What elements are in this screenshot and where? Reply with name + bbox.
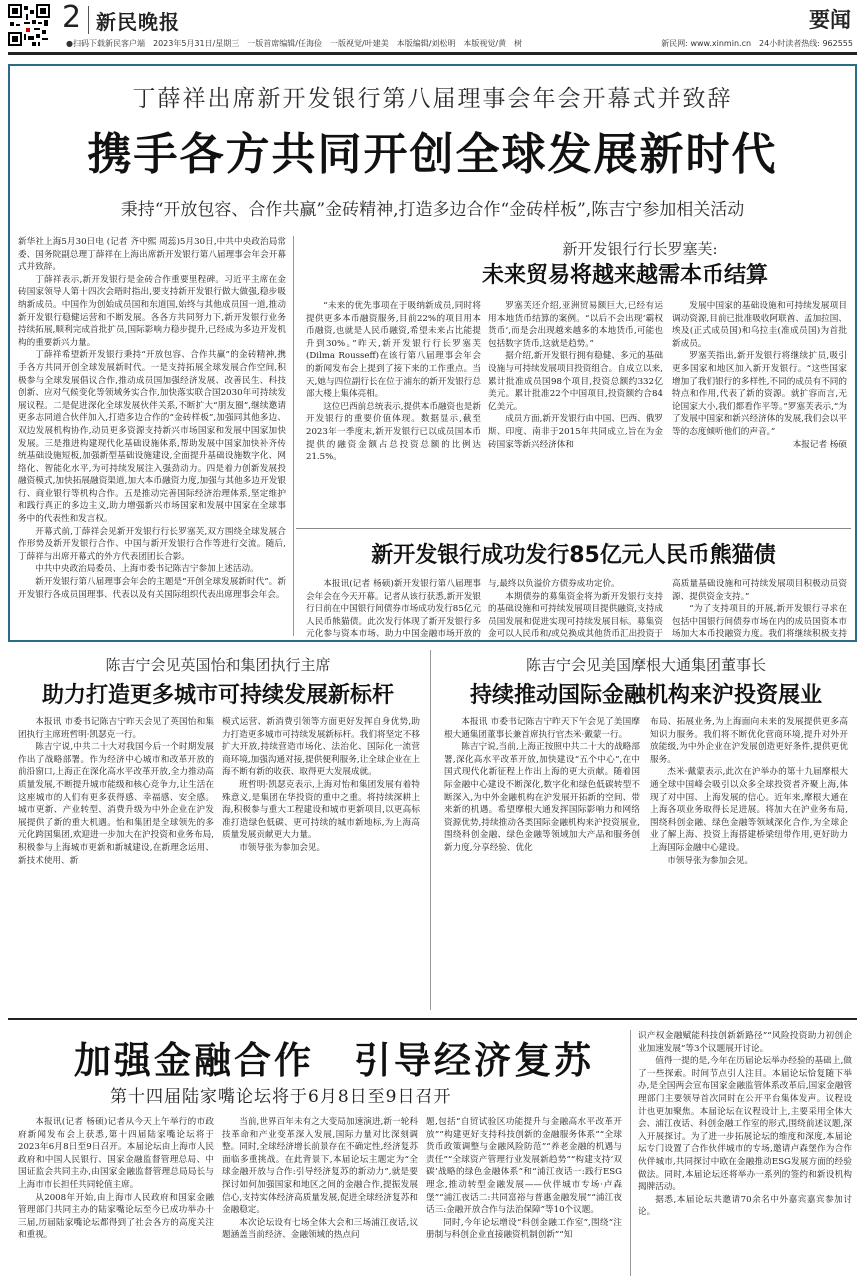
paragraph: 当前,世界百年未有之大变局加速演进,新一轮科技革命和产业变革深入发展,国际力量对比深刻调整。同时,全球经济增长前景存在不确定性,经济复苏面临多重挑战。在此背景下,本届论坛主题定为“全球金融开放与合作:引导经济复苏的新动力”,就是要探讨如何加强国家和地区之间的金融合作,提振发展信心,支持实体经济高质量发展,促进全球经济复苏和金融稳定。 [222,1117,418,1216]
paragraph: 罗塞芙指出,新开发银行将继续扩员,吸引更多国家和地区加入新开发银行。“这些国家增加了我们银行的多样性,不同的成员有不同的特点和作用,代表了新的资源。就扩容而言,无论国家大小,我们都看作平等。”罗塞芙表示,“为了发展中国家和新兴经济体的发展,我们会以平等的态度倾听他们的声音。” [672,351,847,437]
paragraph: 成员方面,新开发银行由中国、巴西、俄罗斯、印度、南非于2015年共同成立,旨在为金砖国家等新兴经济体和 [488,414,663,450]
forum-title[interactable]: 加强金融合作 引导经济复苏 [74,1038,594,1082]
paragraph: 据悉,本届论坛共邀请70余名中外嘉宾嘉宾参加讨论。 [638,1194,852,1218]
paragraph: 班哲明·凯瑟克表示,上海对怡和集团发展有着特殊意义,是集团在华投资的重中之重。将持续深耕上海,积极参与重大工程建设和城市更新项目,以更高标准打造绿色低碳、更可持续的城市新地标,为上海高质量发展贡献更大力量。 [222,779,420,841]
right-story-title[interactable]: 持续推动国际金融机构来沪投资展业 [469,683,822,708]
right-story-col-2 [650,716,848,1008]
column-rule [430,650,431,1010]
paragraph: 丁薛祥希望新开发银行秉持“开放包容、合作共赢”的金砖精神,携手各方共同开创全球发展新时代。一是支持拓展全球发展合作空间,积极参与全球发展倡议合作,推动成员国加强经济发展、改善民生、科技创新、应对气候变化等领域务实合作,加快落实联合国2030年可持续发展议程。二是促进深化全球发展伙伴关系,不断扩大“朋友圈”,继续邀请更多志同道合伙伴加入,打造多边合作的“金砖样板”,加强同其他多边、双边发展机构协作,动员更多资源支持新兴市场国家和发展中国家加快发展。三是推进构建现代化基础设施体系,帮助发展中国家加快补齐传统基础设施短板,加强新型基础设施建设,全面提升基础设施数字化、网络化、智能化水平,为可持续发展注入强劲动力。四是着力创新发展投融资模式,加快拓展融资渠道,加大本币融资力度,加强与其他多边开发银行、商业银行等机构合作。五是推动完善国际经济治理体系,坚定维护和践行真正的多边主义,助力增强新兴市场国家和发展中国家在全球事务中的代表性和发言权。 [18,350,286,525]
paragraph: 本期债券的募集资金将为新开发银行支持的基础设施和可持续发展项目提供融资,支持成员国发展和促进实现可持续发展目标。募集资金可以人民币和/或兑换成其他货币汇出投资于 [488,591,663,638]
panda-col-2 [488,578,663,638]
column-rule [293,236,294,636]
header-rule [8,52,857,55]
forum-col-2 [222,1116,418,1276]
paragraph: 本报讯(记者 杨硕)新开发银行第八届理事会年会在今天开幕。记者从该行获悉,新开发银行日前在中国银行间债券市场成功发行85亿元人民币熊猫债。此次发行体现了新开发银行多元化参与资本市场、助力中国金融市场开放的 [306,579,481,638]
header-divider [88,6,89,34]
left-story-col-1 [18,716,214,1008]
paragraph: 中共中央政治局委员、上海市委书记陈吉宁参加上述活动。 [35,564,259,575]
paragraph: 本次论坛设有七场全体大会和三场浦江夜话,议题涵盖当前经济、金融领域的热点问 [222,1217,418,1241]
paragraph: 本报讯 市委书记陈吉宁昨天会见了英国怡和集团执行主席班哲明·凯瑟克一行。 [18,717,214,740]
paragraph: 丁薛祥表示,新开发银行是金砖合作重要里程碑。习近平主席在金砖国家领导人第十四次会晤时指出,要支持新开发银行做大做强,稳步吸纳新成员。中国作为创始成员国和东道国,始终与其他成员国一道,推动新开发银行稳健运营和不断发展。各各方共同努力下,新开发银行业务持续拓展,顺利完成首批扩员,国际影响力稳步提升,已经成为多边开发机构的重要新兴力量。 [18,274,286,348]
forum-subtitle: 第十四届陆家嘴论坛将于6月8日至9日召开 [110,1087,452,1107]
interview-kicker: 新开发银行行长罗塞芙: [562,240,718,258]
paragraph: 同时,今年论坛增设“科创金融工作室”,围绕“注册制与科创企业直接融资机制创新”“知 [426,1217,622,1241]
paragraph: 这位巴西前总统表示,提供本币融资也是新开发银行的重要价值体现。数据显示,截至2023年一季度末,新开发银行已以成员国本币提供的融资金额占总投资总额的比例达21.5%。 [306,401,481,463]
page-number: 2 [62,0,82,35]
byline: 本报记者 杨硕 [792,439,847,450]
lead-subhead: 秉持“开放包容、合作共赢”金砖精神,打造多边合作“金砖样板”,陈吉宁参加相关活动 [120,200,745,220]
right-story-kicker: 陈吉宁会见美国摩根大通集团董事长 [525,656,766,674]
paragraph: 与,最终以负溢价方债券成功定价。 [488,579,620,589]
paragraph: 高质量基础设施和可持续发展项目积极动员资源、提供资金支持。” [672,579,847,602]
header-meta-left: ●扫码下载新民客户端 2023年5月31日/星期三 一版首席编辑/任海俭 一版视觉/叶建美 本版编辑/刘松明 本版视觉/黄 树 [66,39,523,48]
paragraph: 开幕式前,丁薛祥会见新开发银行行长罗塞芙,双方围绕全球发展合作形势及新开发银行合作、中国与新开发银行合作等进行交流。随后,丁薛祥与出席开幕式的外方代表团团长合影。 [18,526,286,562]
left-story-kicker: 陈吉宁会见英国怡和集团执行主席 [105,656,331,674]
column-rule [630,1030,631,1276]
panda-col-1 [306,578,481,638]
section-rule [8,1018,857,1020]
paragraph: 杰米·戴蒙表示,此次在沪举办的第十九届摩根大通全球中国峰会吸引以众多全球投资者齐聚上海,体现了对中国、上海发展的信心。近年来,摩根大通在上海各项业务取得长足进展。将加大在沪业务布局,围绕科创金融、绿色金融等领域深化合作,为全球企业了解上海、投资上海搭建桥梁纽带作用,更好助力上海国际金融中心建设。 [650,767,848,853]
paragraph: 本报讯 市委书记陈吉宁昨天下午会见了美国摩根大通集团董事长兼首席执行官杰米·戴蒙一行。 [444,717,640,740]
paragraph: 新华社上海5月30日电 (记者 齐中熙 周蕊)5月30日,中共中央政治局常委、国务院副总理丁薛祥在上海出席新开发银行第八届理事会年会开幕式并致辞。 [18,237,286,273]
paragraph: 本报讯(记者 杨硕)记者从今天上午举行的市政府新闻发布会上获悉,第十四届陆家嘴论坛将于2023年6月8日至9日召开。本届论坛由上海市人民政府和中国人民银行、国家金融监督管理总局、中国证监会共同主办,由国家金融监督管理总局局长与上海市市长担任共同轮值主席。 [18,1117,214,1190]
left-story-title[interactable]: 助力打造更多城市可持续发展新标杆 [41,683,394,708]
paragraph: 值得一提的是,今年在历届论坛举办经验的基础上,做了一些探索。时间节点引人注目。本届论坛恰复随下举办,是全国两会宣布国家金融监管体系改革后,国家金融管理部门主要领导首次同时在公开平台集体发声。议程设计也更加聚焦。本届论坛在议程设计上,主要采用全体大会、浦江夜话、科创金融工作室的形式,围绕前述议题,深入开展探讨。为了进一步拓展论坛的维度和深度,本届论坛专门设置了合作伙伴城市的专场,邀请卢森堡作为合作伙伴城市,共同探讨中欧在金融推动ESG发展方面的经验做法。同时,本届论坛还将举办一系列的签约和新设机构揭牌活动。 [638,1056,852,1193]
section-rule [296,528,851,529]
lead-article-body [18,236,286,636]
paragraph: 新开发银行第八届理事会年会的主题是“开创全球发展新时代”。新开发银行各成员国理事、代表以及有关国际组织代表出席理事会年会。 [18,577,286,600]
paper-name: 新民晚报 [96,10,180,34]
interview-col-3 [672,300,847,522]
interview-col-1 [306,300,481,522]
paragraph: 市领导张为参加会见。 [667,855,754,866]
paragraph: 据介绍,新开发银行拥有稳健、多元的基础设施与可持续发展项目投资组合。自成立以来,累计批准成员国98个项目,投资总额约332亿美元。累计批准22个中国项目,投资额约合84亿美元。 [488,351,663,412]
interview-title[interactable]: 未来贸易将越来越需本币结算 [481,263,768,288]
lead-headline[interactable]: 携手各方共同开创全球发展新时代 [87,129,778,180]
paragraph: 模式运营、新消费引领等方面更好发挥自身优势,助力打造更多城市可持续发展新标杆。我们将坚定不移扩大开放,持续营造市场化、法治化、国际化一流营商环境,加强沟通对接,提供便利服务,让全球企业在上海不断有新的收获、取得更大发展成就。 [222,717,420,778]
paragraph: 罗塞芙还介绍,亚洲贸易额巨大,已经有运用本地货币结算的案例。“以后不会出现‘霸权货币’,而是会出现越来越多的本地货币,可能也包括数字货币,这就是趋势。” [488,301,663,349]
paragraph: 题,包括“自贸试验区功能提升与金融高水平改革开放”“构建更好支持科技创新的金融服务体系”“全球货币政策调整与金融风险防范”“养老金融的机遇与责任”“全球资产管理行业发展新趋势”“构建支持‘双碳’战略的绿色金融体系”和“浦江夜话一:践行ESG理念,推动转型金融发展——伙伴城市专场·卢森堡”“浦江夜话二:共同富裕与普惠金融发展”“浦江夜话三:金融开放合作与法治保障”等10个议题。 [426,1117,622,1216]
paragraph: “未来的优先事项在于吸纳新成员,同时将提供更多本币融资服务,目前22%的项目用本币融资,也就是人民币融资,希望未来占比能提升到30%。”昨天,新开发银行行长罗塞芙(Dilma Rousseff)在该行第八届理事会年会的新闻发布会上提到了接下来的工作重点。当天,她与四位副行长在位于浦东的新开发银行总部大楼上集体亮相。 [306,301,481,400]
right-story-col-1 [444,716,640,1008]
forum-col-4 [638,1030,852,1276]
panda-bond-title[interactable]: 新开发银行成功发行85亿元人民币熊猫债 [371,543,776,568]
panda-col-3 [672,578,847,638]
paragraph: 市领导张为参加会见。 [239,842,326,853]
interview-col-2 [488,300,663,522]
forum-col-3 [426,1116,622,1276]
qr-code-icon[interactable] [8,4,50,46]
paragraph: 从2008年开始,由上海市人民政府和国家金融管理部门共同主办的陆家嘴论坛至今已成功举办十三届,历届陆家嘴论坛都得到了社会各方的高度关注和重视。 [18,1192,214,1241]
section-tag: 要闻 [809,8,851,32]
paragraph: 陈吉宁说,中共二十大对我国今后一个时期发展作出了战略部署。作为经济中心城市和改革开放的前沿窗口,上海正在深化高水平改革开放,全力推动高质量发展,不断提升城市能级和核心竞争力,让生活在这座城市的人们有更多获得感、幸福感、安全感。城市更新、产业转型、消费升级为中外企业在沪发展提供了新的重大机遇。怡和集团是全球领先的多元化跨国集团,欢迎进一步加大在沪投资和业务布局,积极参与上海城市更新和新城建设,在新理念运用、新技术使用、新 [18,742,214,866]
paragraph: 陈吉宁说,当前,上海正按照中共二十大的战略部署,深化高水平改革开放,加快建设“五个中心”,在中国式现代化新征程上作出上海的更大贡献。随着国际金融中心建设不断深化,数字化和绿色低碳转型不断深入,为中外金融机构在沪发展开拓新的空间、带来新的机遇。希望摩根大通发挥国际影响力和网络资源优势,持续推动各类国际金融机构来沪投资展业,围绕科创金融、绿色金融等领域加大产品和服务创新力度,分享经验、优化 [444,742,640,853]
header-meta-right: 新民网: www.xinmin.cn 24小时读者热线: 962555 [661,39,853,48]
left-story-col-2 [222,716,420,1008]
lead-kicker: 丁薛祥出席新开发银行第八届理事会年会开幕式并致辞 [132,86,733,112]
paragraph: 布局、拓展业务,为上海面向未来的发展提供更多高知识力服务。我们将不断优化营商环境,提升对外开放能级,为中外企业在沪发展创造更好条件,提供更优服务。 [650,717,848,765]
paragraph: 识产权金融赋能科技创新新路径”“风险投资助力初创企业加速发展”等3个议题展开讨论。 [638,1031,852,1054]
paragraph: 发展中国家的基础设施和可持续发展项目调动资源,目前已批准吸收阿联酋、孟加拉国、埃及(正式成员国)和乌拉圭(准成员国)为首批新成员。 [672,301,847,349]
forum-col-1 [18,1116,214,1276]
paragraph: “为了支持项目的开展,新开发银行寻求在包括中国银行间债券市场在内的成员国资本市场加大本币投融资力度。我们将继续积极支持 [672,604,847,638]
